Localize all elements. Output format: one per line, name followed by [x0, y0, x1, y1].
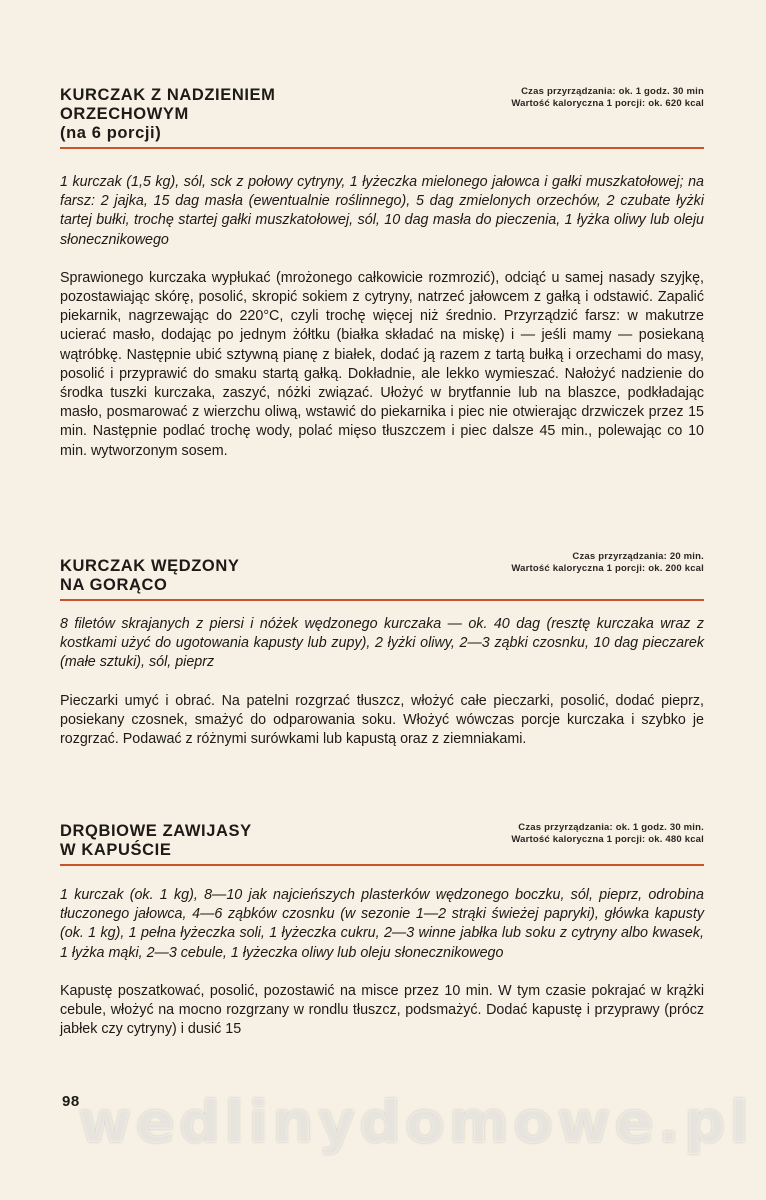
watermark: wedlinydomowe.pl: [78, 1088, 754, 1156]
title-line: (na 6 porcji): [60, 124, 162, 142]
title-line: W KAPUŚCIE: [60, 841, 172, 859]
title-line: ORZECHOWYM: [60, 105, 189, 123]
recipe-header: [60, 86, 704, 143]
header-divider: [60, 147, 704, 149]
recipe-meta: [511, 822, 704, 846]
ingredients-text: 1 kurczak (ok. 1 kg), 8—10 jak najcieńszych plasterków wędzonego boczku, sól, pieprz, odrobina tłuczonego jałowca, 4—6 ząbków czosnku (w sezonie 1—2 strąki świeżej papryki), główka kapusty (ok. 1 kg), 1 pełna łyżeczka soli, 1 łyżeczka cukru, 2—3 winne jabłka lub soku z cytryny albo kwasek, 1 łyżka mąki, 2—3 cebule, 1 łyżeczka oliwy lub oleju słonecznikowego: [60, 887, 704, 961]
recipe-meta: [511, 86, 704, 110]
header-divider: [60, 864, 704, 866]
prep-time: Czas przyrządzania: ok. 1 godz. 30 min.: [518, 822, 704, 833]
ingredients-text: 8 filetów skrajanych z piersi i nóżek wędzonego kurczaka — ok. 40 dag (resztę kurczaka wraz z kostkami użyć do ugotowania kapusty lub zupy), 2 łyżki oliwy, 2—3 ząbki czosnku, 10 dag pieczarek (małe sztuki), sól, pieprz: [60, 616, 704, 671]
method-text: Kapustę poszatkować, posolić, pozostawić na misce przez 10 min. W tym czasie pokrajać w krążki cebule, włożyć na mocno rozgrzany w rondlu tłuszcz, podsmażyć. Dodać kapustę i przyprawy (prócz jabłek czy cytryny) i dusić 15: [60, 982, 704, 1038]
title-line: DRQBIOWE ZAWIJASY: [60, 822, 252, 840]
title-line: NA GORĄCO: [60, 576, 168, 594]
calories: Wartość kaloryczna 1 porcji: ok. 200 kcal: [511, 563, 704, 574]
method-text: Pieczarki umyć i obrać. Na patelni rozgrzać tłuszcz, włożyć całe pieczarki, posolić, dodać pieprz, posiekany czosnek, smażyć do odparowania soku. Włożyć wówczas porcje kurczaka i szybko je rozgrzać. Podawać z różnymi surówkami lub kapustą oraz z ziemniakami.: [60, 692, 704, 748]
title-line: KURCZAK WĘDZONY: [60, 557, 240, 575]
title-line: KURCZAK Z NADZIENIEM: [60, 86, 276, 104]
page-number: 98: [62, 1093, 80, 1110]
recipe-poultry-cabbage-rolls: [60, 822, 704, 1039]
recipe-meta: [511, 551, 704, 575]
recipe-header: [60, 551, 704, 595]
recipe-header: [60, 822, 704, 860]
prep-time: Czas przyrządzania: 20 min.: [572, 551, 704, 562]
prep-time: Czas przyrządzania: ok. 1 godz. 30 min: [521, 86, 704, 97]
method-text: Sprawionego kurczaka wypłukać (mrożonego całkowicie rozmrozić), odciąć u samej nasady szyjkę, pozostawiając skórę, posolić, skropić sokiem z cytryny, natrzeć jałowcem z gałką i odstawić. Zapalić piekarnik, nagrzewając do 220°C, czyli trochę więcej niż średnio. Przyrządzić farsz: w makutrze ucierać masło, dodając po jednym żółtku (białka składać na miskę) i — jeśli mamy — posiekaną wątróbkę. Następnie ubić sztywną pianę z białek, dodać ją razem z tartą bułką i orzechami do masy, posolić i przyprawić do smaku startą gałką. Dokładnie, ale lekko wymieszać. Nałożyć nadzienie do środka tuszki kurczaka, zaszyć, nóżki związać. Ułożyć w brytfannie lub na blaszce, podkładając masło, posmarować z wierzchu oliwą, wstawić do piekarnika i piec nie otwierając drzwiczek przez 15 min. Następnie podlać trochę wody, polać mięso tłuszczem i piec dalsze 45 min., polewając co 10 min. wytworzonym sosem.: [60, 269, 704, 459]
ingredients-text: 1 kurczak (1,5 kg), sól, sck z połowy cytryny, 1 łyżeczka mielonego jałowca i gałki muszkatołowej; na farsz: 2 jajka, 15 dag masła (ewentualnie roślinnego), 5 dag zmielonych orzechów, 2 czubate łyżki tartej bułki, trochę startej gałki muszkatołowej, sól, 10 dag masła do pieczenia, 1 łyżka oliwy lub oleju słonecznikowego: [60, 174, 704, 248]
header-divider: [60, 599, 704, 601]
calories: Wartość kaloryczna 1 porcji: ok. 620 kcal: [511, 98, 704, 109]
recipe-smoked-chicken: [60, 551, 704, 749]
calories: Wartość kaloryczna 1 porcji: ok. 480 kcal: [511, 834, 704, 845]
recipe-chicken-nut-stuffing: [60, 86, 704, 461]
